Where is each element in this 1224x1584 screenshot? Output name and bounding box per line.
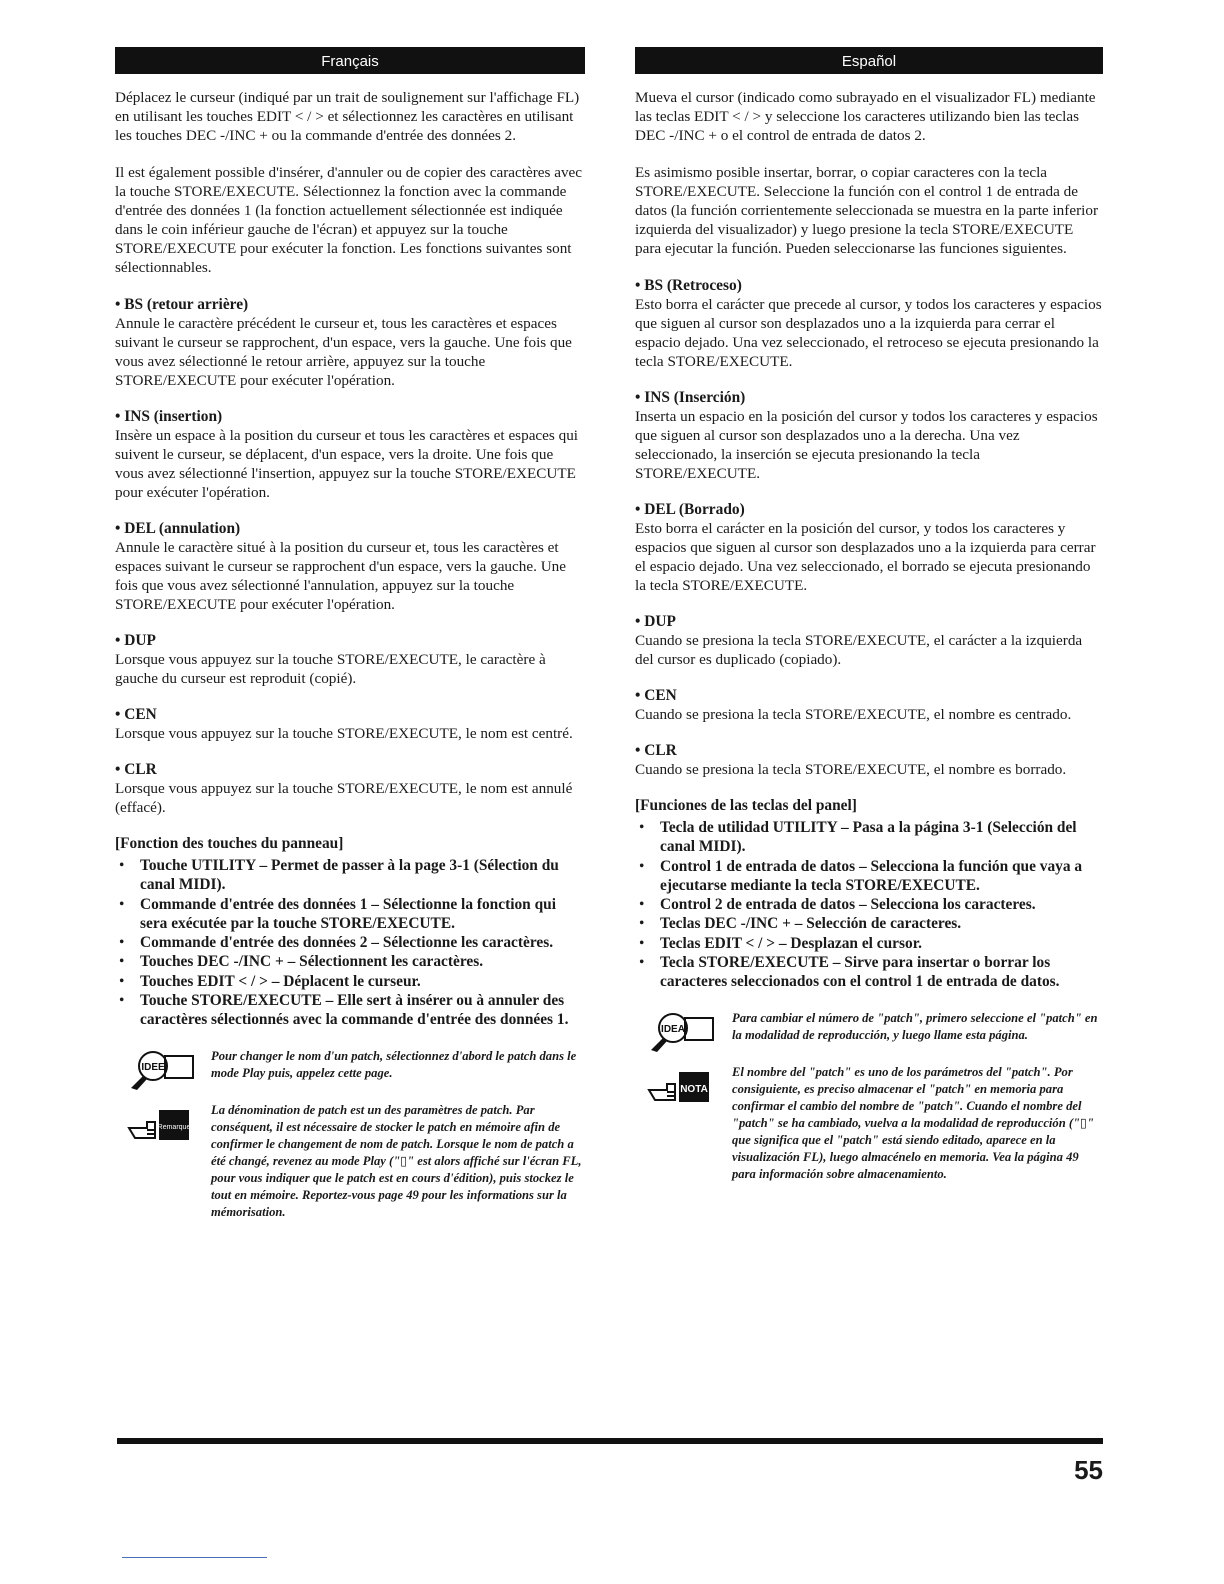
function-block	[635, 741, 1103, 779]
function-title: • CEN	[635, 687, 677, 704]
page-number: 55	[1074, 1455, 1103, 1485]
list-item: • Touches DEC -/INC + – Sélectionnent les caractères.	[115, 952, 585, 971]
list-item: • Control 2 de entrada de datos – Selecciona los caracteres.	[635, 895, 1103, 914]
idea-icon	[125, 1048, 203, 1092]
function-block	[635, 612, 1103, 669]
idea-icon	[645, 1010, 723, 1054]
function-block	[635, 388, 1103, 483]
french-column	[115, 47, 585, 1241]
idea-note	[635, 1010, 1103, 1044]
function-title: • INS (insertion)	[115, 408, 223, 425]
intro-paragraph: Il est également possible d'insérer, d'annuler ou de copier des caractères avec la touche STORE/EXECUTE. Sélectionnez la fonction avec la commande d'entrée des données 1 (la fonction actuellement sélectionnée est indiquée dans le coin inférieur gauche de l'écran) et appuyez sur la touche STORE/EXECUTE pour exécuter la fonction. Les fonctions suivantes sont sélectionnables.	[115, 164, 583, 276]
function-text: Inserta un espacio en la posición del cursor y todos los caracteres y espacios que siguen al cursor son desplazados uno a la derecha. Una vez seleccionado, la inserción se ejecuta presionando la tecla STORE/EXECUTE.	[635, 408, 1098, 482]
list-item: • Tecla STORE/EXECUTE – Sirve para insertar o borrar los caracteres seleccionados con el control 1 de entrada de datos.	[635, 953, 1103, 992]
function-text: Cuando se presiona la tecla STORE/EXECUTE, el carácter a la izquierda del cursor es duplicado (copiado).	[635, 632, 1083, 668]
pointing-hand-icon	[125, 1102, 203, 1146]
function-title: • CEN	[115, 706, 157, 723]
idea-label: IDEA	[661, 1023, 685, 1035]
idea-note	[115, 1048, 585, 1082]
function-block	[635, 686, 1103, 724]
intro-paragraph: Déplacez le curseur (indiqué par un trait de soulignement sur l'affichage FL) en utilisant les touches EDIT < / > et sélectionnez les caractères en utilisant les touches DEC -/INC + ou la commande d'entrée des données 2.	[115, 89, 580, 144]
panel-functions-title: [Fonction des touches du panneau]	[115, 835, 344, 852]
function-text: Esto borra el carácter que precede al cursor, y todos los caracteres y espacios que siguen al cursor son desplazados uno a la izquierda para cerrar el espacio dejado. Una vez seleccionado, el retroceso se ejecuta presionando la tecla STORE/EXECUTE.	[635, 296, 1102, 370]
function-block	[635, 276, 1103, 371]
list-item: • Teclas DEC -/INC + – Selección de caracteres.	[635, 914, 1103, 933]
footer-divider	[122, 1557, 267, 1558]
function-block	[115, 519, 585, 614]
function-title: • DEL (annulation)	[115, 520, 241, 537]
function-title: • CLR	[115, 761, 157, 778]
panel-functions-list	[635, 818, 1103, 992]
footer-rule	[117, 1438, 1103, 1444]
function-block	[115, 760, 585, 817]
function-title: • CLR	[635, 742, 677, 759]
pointing-hand-icon	[645, 1064, 723, 1108]
function-text: Esto borra el carácter en la posición del cursor, y todos los caracteres y espacios que siguen al cursor son desplazados uno a la izquierda para cerrar el espacio dejado. Una vez seleccionado, el borrado se ejecuta presionando la tecla STORE/EXECUTE.	[635, 520, 1096, 594]
function-title: • DEL (Borrado)	[635, 501, 745, 518]
list-item: • Teclas EDIT < / > – Desplazan el cursor.	[635, 934, 1103, 953]
spanish-column	[635, 47, 1103, 1203]
list-item: • Control 1 de entrada de datos – Selecciona la función que vaya a ejecutarse mediante la tecla STORE/EXECUTE.	[635, 857, 1103, 896]
function-title: • INS (Inserción)	[635, 389, 746, 406]
language-heading: Español	[635, 47, 1103, 74]
remark-note	[115, 1102, 585, 1221]
function-block	[115, 295, 585, 390]
function-block	[115, 407, 585, 502]
list-item: • Touche UTILITY – Permet de passer à la page 3-1 (Sélection du canal MIDI).	[115, 856, 585, 895]
function-title: • BS (Retroceso)	[635, 277, 742, 294]
function-block	[635, 500, 1103, 595]
panel-functions-title: [Funciones de las teclas del panel]	[635, 797, 857, 814]
function-text: Lorsque vous appuyez sur la touche STORE/EXECUTE, le nom est centré.	[115, 725, 573, 742]
list-item: • Commande d'entrée des données 2 – Sélectionne les caractères.	[115, 933, 585, 952]
function-title: • DUP	[635, 613, 676, 630]
function-text: Lorsque vous appuyez sur la touche STORE/EXECUTE, le caractère à gauche du curseur est reproduit (copié).	[115, 651, 546, 687]
function-title: • DUP	[115, 632, 156, 649]
function-text: Insère un espace à la position du curseur et tous les caractères et espaces qui suivent le curseur, se déplacent, d'un espace, vers la droite. Une fois que vous avez sélectionné l'insertion, appuyez sur la touche STORE/EXECUTE pour exécuter l'opération.	[115, 427, 579, 501]
note-label: NOTA	[680, 1083, 708, 1095]
function-text: Cuando se presiona la tecla STORE/EXECUTE, el nombre es borrado.	[635, 761, 1067, 778]
function-text: Cuando se presiona la tecla STORE/EXECUTE, el nombre es centrado.	[635, 706, 1072, 723]
list-item: • Touches EDIT < / > – Déplacent le curseur.	[115, 972, 585, 991]
note-text: El nombre del "patch" es uno de los parámetros del "patch". Por consiguiente, es preciso almacenar el "patch" en memoria para confirmar el cambio del nombre de "patch". Cuando el nombre del "patch" se ha cambiado, vuelva a la modalidad de reproducción ("▯" que significa que el "patch" está siendo editado, aparece en la visualización FL), luego almacénelo en memoria. Vea la página 49 para información sobre almacenamiento.	[732, 1064, 1094, 1181]
nota-note	[635, 1064, 1103, 1183]
list-item: • Tecla de utilidad UTILITY – Pasa a la página 3-1 (Selección del canal MIDI).	[635, 818, 1103, 857]
function-block	[115, 631, 585, 688]
idea-label: IDEE	[141, 1061, 165, 1073]
note-label: Remarque	[157, 1123, 191, 1131]
note-text: La dénomination de patch est un des paramètres de patch. Par conséquent, il est nécessaire de stocker le patch en mémoire afin de confirmer le changement de nom de patch. Lorsque le nom de patch a été changé, revenez au mode Play ("▯" est alors affiché sur l'écran FL, pour vous indiquer que le patch est en cours d'édition), puis stockez le tout en mémoire. Reportez-vous page 49 pour les informations sur la mémorisation.	[211, 1102, 582, 1219]
intro-paragraph: Es asimismo posible insertar, borrar, o copiar caracteres con la tecla STORE/EXECUTE. Seleccione la función con el control 1 de entrada de datos (la función corrientemente seleccionada se muestra en la parte inferior izquierda del visualizador) y luego presione la tecla STORE/EXECUTE para ejecutar la función. Pueden seleccionarse las funciones siguientes.	[635, 164, 1099, 257]
function-text: Lorsque vous appuyez sur la touche STORE/EXECUTE, le nom est annulé (effacé).	[115, 780, 573, 816]
list-item: • Commande d'entrée des données 1 – Sélectionne la fonction qui sera exécutée par la touche STORE/EXECUTE.	[115, 895, 585, 934]
function-text: Annule le caractère situé à la position du curseur et, tous les caractères et espaces suivant le curseur se rapprochent d'un espace, vers la gauche. Une fois que vous avez sélectionné l'annulation, appuyez sur la touche STORE/EXECUTE pour exécuter l'opération.	[115, 539, 566, 613]
panel-functions-list	[115, 856, 585, 1030]
intro-paragraph: Mueva el cursor (indicado como subrayado en el visualizador FL) mediante las teclas EDIT < / > y seleccione los caracteres utilizando bien las teclas DEC -/INC + o el control de entrada de datos 2.	[635, 89, 1096, 144]
list-item: • Touche STORE/EXECUTE – Elle sert à insérer ou à annuler des caractères sélectionnés avec la commande d'entrée des données 1.	[115, 991, 585, 1030]
idea-text: Pour changer le nom d'un patch, sélectionnez d'abord le patch dans le mode Play puis, appelez cette page.	[211, 1048, 577, 1080]
function-title: • BS (retour arrière)	[115, 296, 249, 313]
language-heading: Français	[115, 47, 585, 74]
function-block	[115, 705, 585, 743]
idea-text: Para cambiar el número de "patch", primero seleccione el "patch" en la modalidad de reproducción, y luego llame esta página.	[732, 1010, 1098, 1042]
function-text: Annule le caractère précédent le curseur et, tous les caractères et espaces suivant le curseur se rapprochent, d'un espace, vers la gauche. Une fois que vous avez sélectionné le retour arrière, appuyez sur la touche STORE/EXECUTE pour exécuter l'opération.	[115, 315, 572, 389]
